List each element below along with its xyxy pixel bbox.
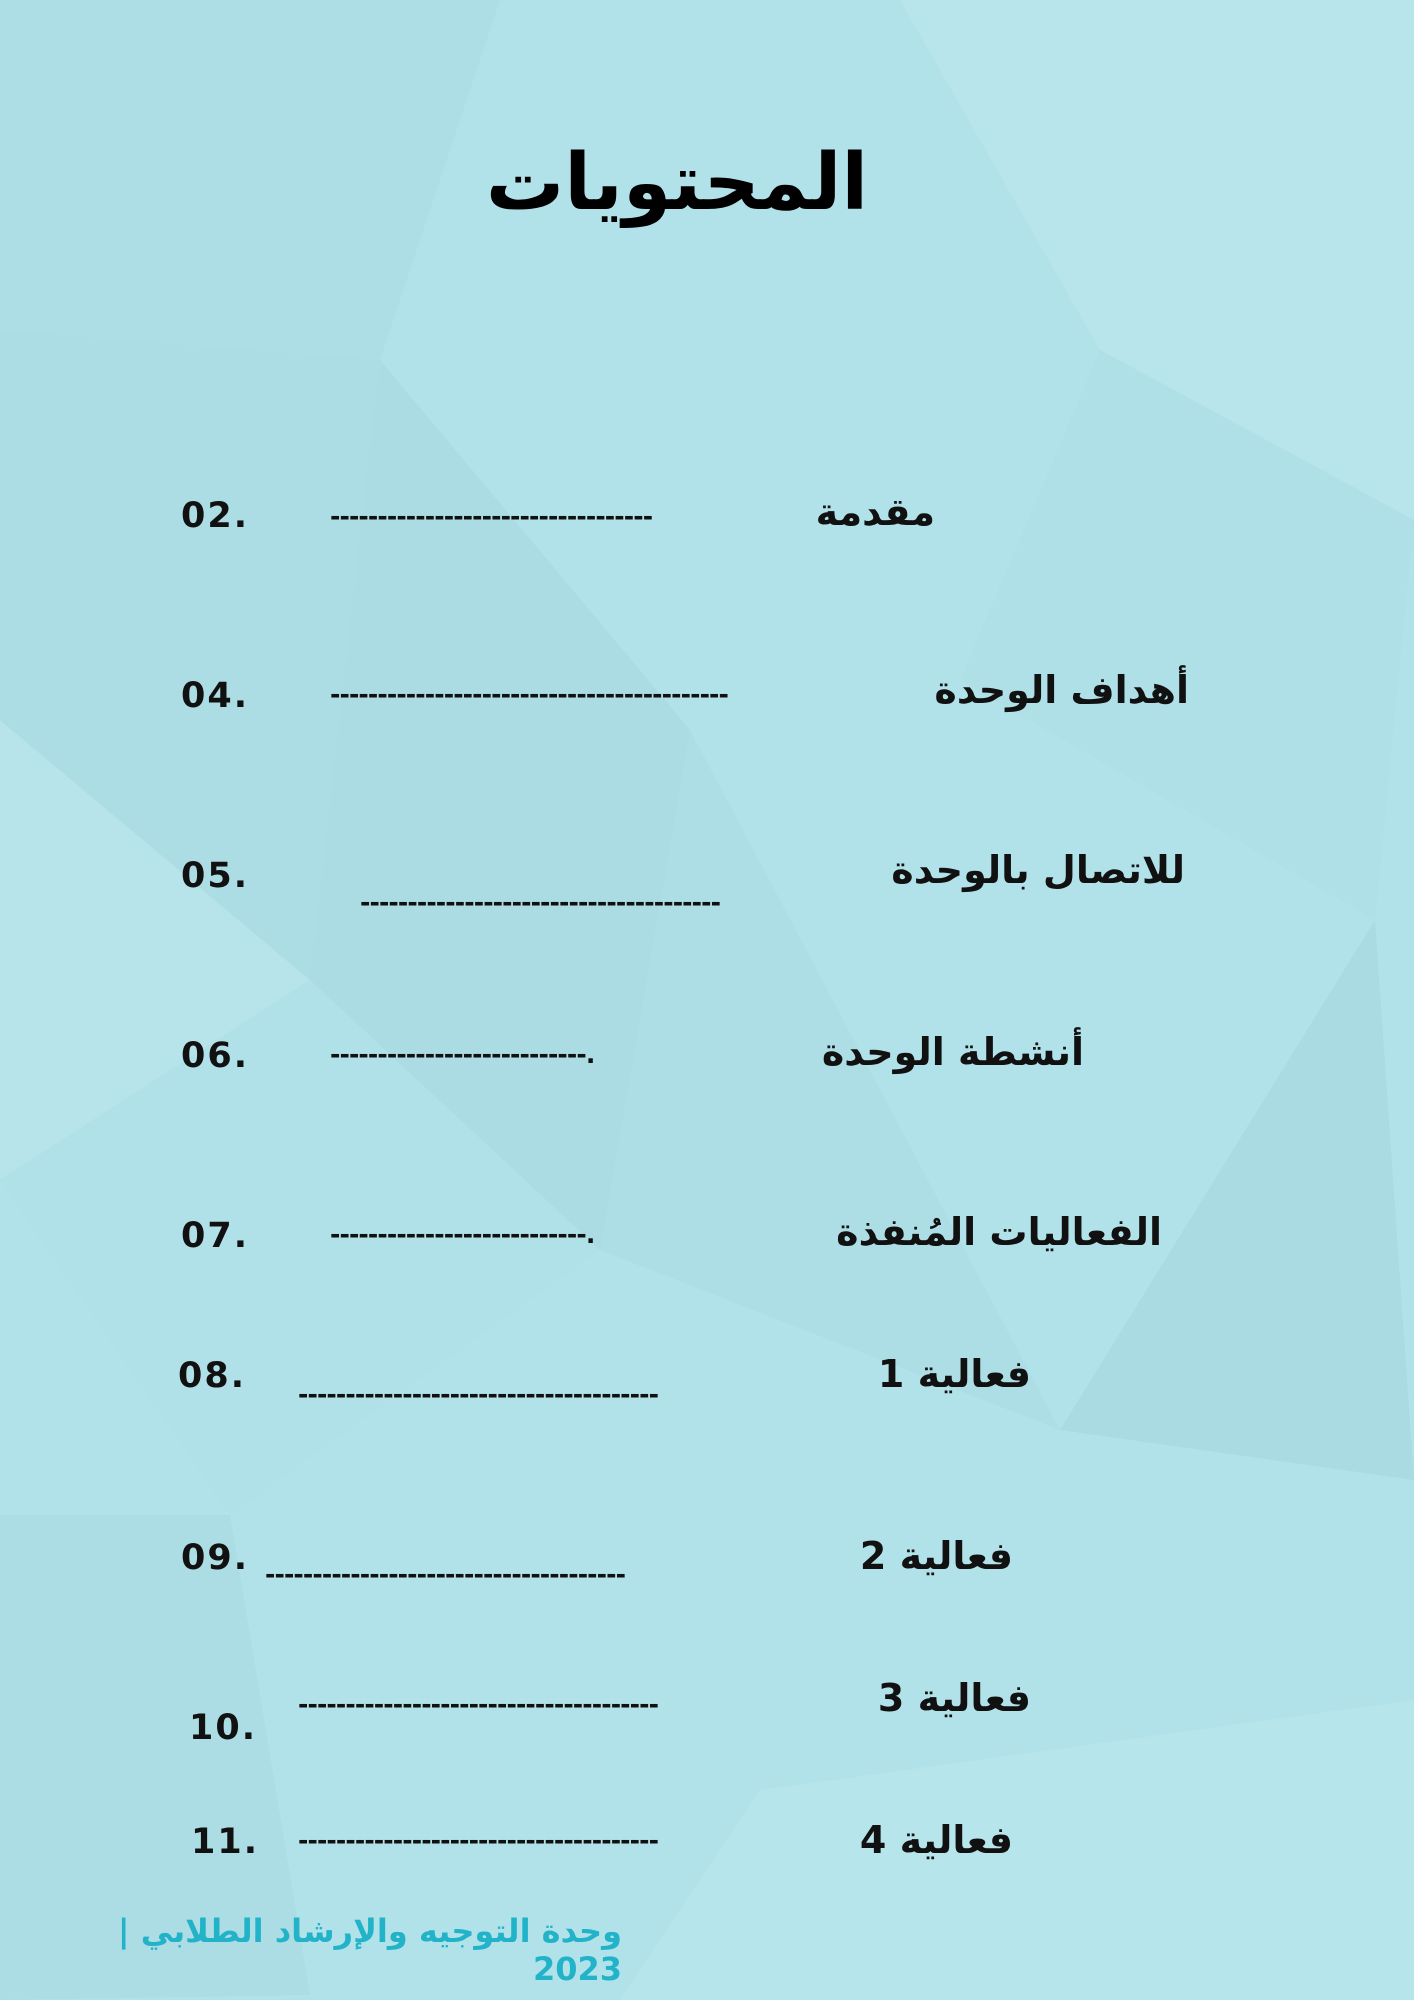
toc-entry-label: أنشطة الوحدة (821, 1030, 1084, 1074)
toc-page-number: 04. (181, 676, 250, 716)
toc-page-number: 10. (189, 1708, 258, 1748)
toc-entry-label: مقدمة (815, 490, 935, 534)
toc-page-number: 11. (191, 1822, 260, 1862)
toc-leader: -------------------------------------- (298, 1380, 659, 1409)
page-title: المحتويات (485, 138, 869, 228)
toc-leader: -------------------------------------- (265, 1560, 626, 1589)
toc-entry-label: فعالية 2 (859, 1534, 1013, 1578)
toc-entry-label: الفعاليات المُنفذة (836, 1210, 1162, 1254)
toc-page-number: 07. (181, 1216, 250, 1256)
toc-page-number: 05. (181, 856, 250, 896)
toc-entry-label: أهداف الوحدة (934, 668, 1189, 712)
toc-leader: -------------------------------------- (298, 1690, 659, 1719)
toc-leader: -------------------------------------- (360, 888, 721, 917)
toc-leader: ---------------------------. (330, 1220, 595, 1249)
toc-leader: ---------------------------------- (330, 502, 653, 531)
toc-page-number: 02. (181, 496, 250, 536)
toc-leader: -------------------------------------- (298, 1826, 659, 1855)
toc-entry-label: للاتصال بالوحدة (891, 848, 1185, 892)
page-footer: وحدة التوجيه والإرشاد الطلابي | 2023 (117, 1912, 622, 1988)
toc-leader: ---------------------------. (330, 1040, 595, 1069)
toc-leader: ------------------------------------------ (330, 680, 728, 709)
toc-entry-label: فعالية 1 (877, 1352, 1031, 1396)
toc-page-number: 09. (181, 1538, 250, 1578)
toc-entry-label: فعالية 3 (877, 1676, 1031, 1720)
toc-page-number: 08. (178, 1356, 247, 1396)
toc-page-number: 06. (181, 1036, 250, 1076)
toc-entry-label: فعالية 4 (859, 1818, 1013, 1862)
